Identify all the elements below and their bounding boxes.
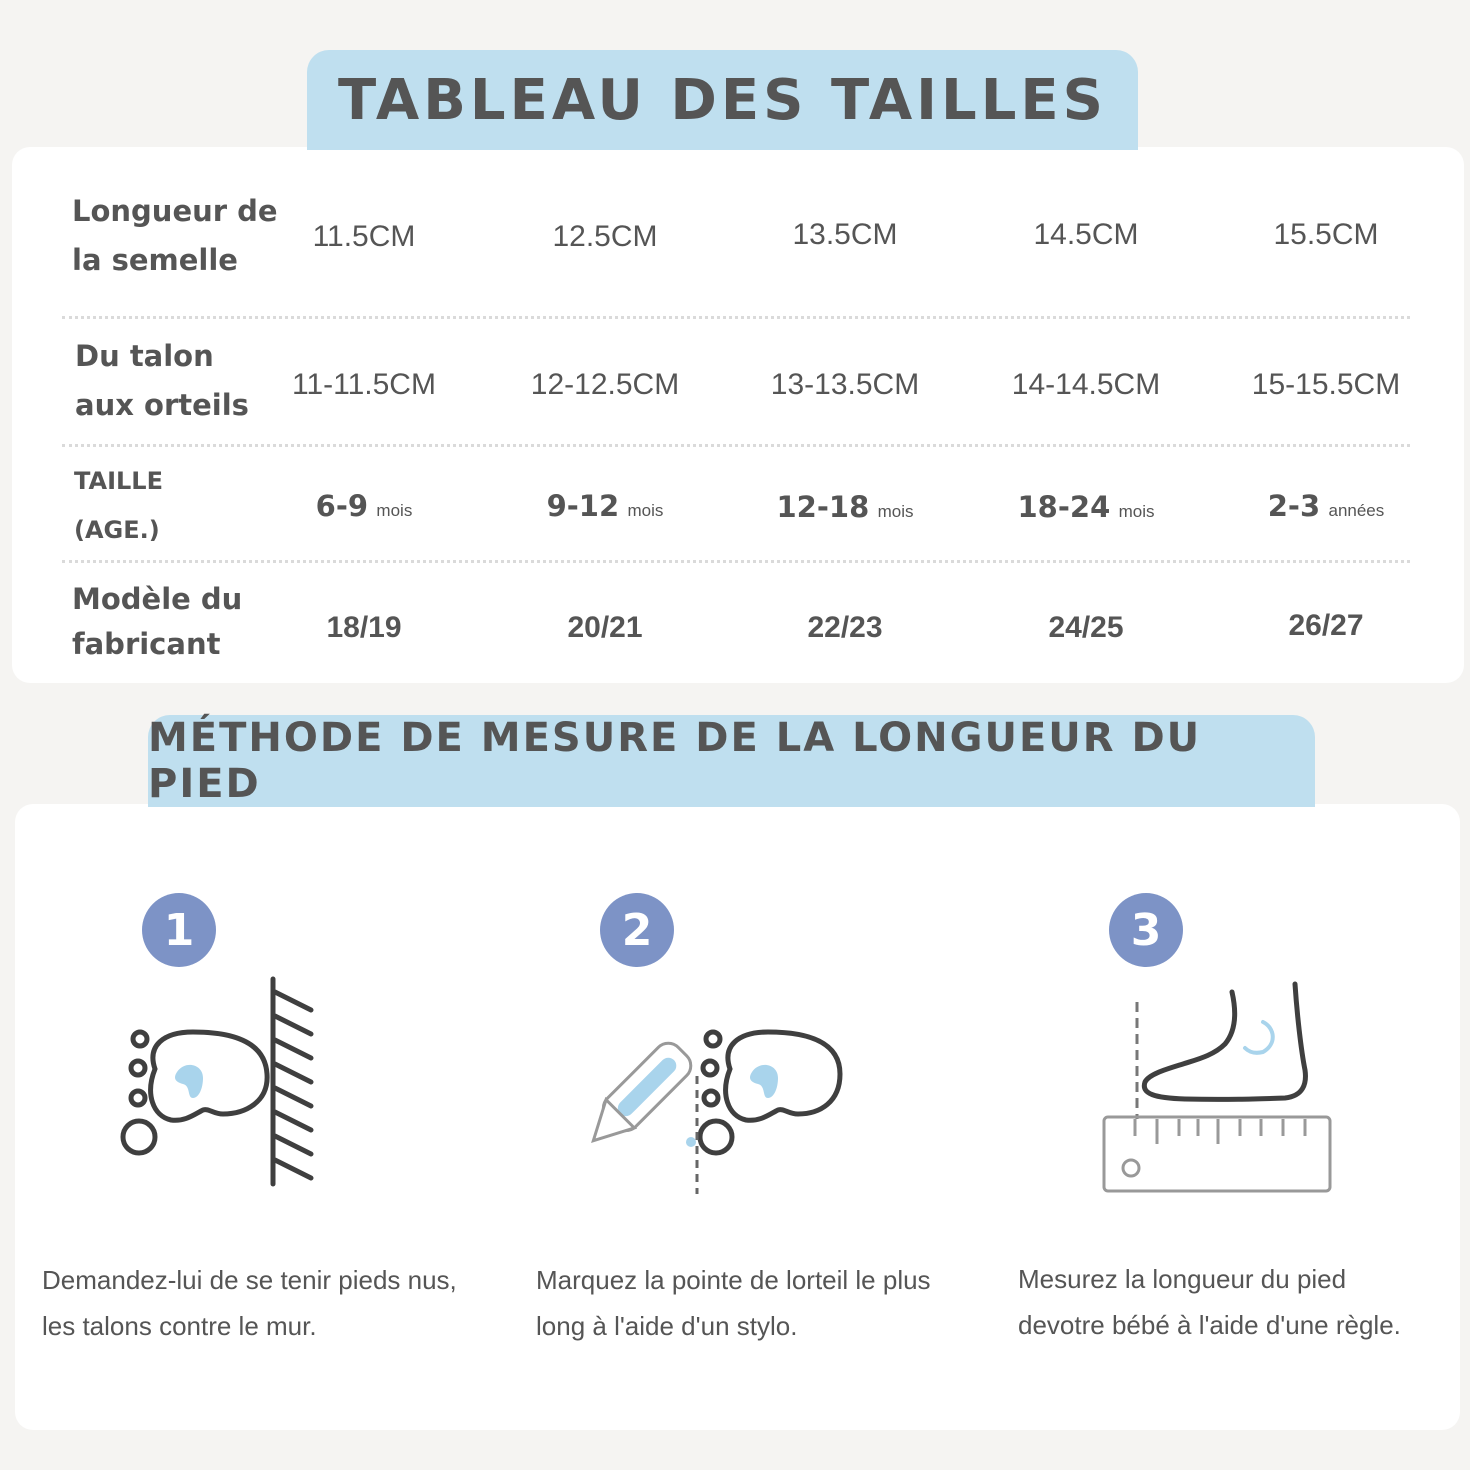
table-cell: 15-15.5CM [1251, 368, 1401, 401]
size-chart-card [12, 147, 1464, 683]
age-unit: mois [877, 502, 914, 521]
foot-on-ruler-icon [1095, 974, 1345, 1194]
step-description-line2: long à l'aide d'un stylo. [536, 1311, 798, 1341]
row-label-line1: TAILLE [74, 467, 163, 495]
step-description [536, 1257, 931, 1349]
row-label-line2: la semelle [72, 243, 238, 277]
size-chart-title: TABLEAU DES TAILLES [307, 50, 1138, 150]
table-cell: 11.5CM [312, 220, 416, 253]
step-description [1018, 1256, 1401, 1348]
age-value: 2-3 [1267, 489, 1321, 523]
table-cell [244, 489, 484, 524]
row-label-line2: aux orteils [75, 388, 249, 422]
table-cell: 22/23 [807, 611, 883, 644]
table-cell: 13-13.5CM [770, 368, 920, 401]
row-label-line2: fabricant [72, 627, 221, 661]
step-description-line1: Marquez la pointe de lorteil le plus [536, 1265, 931, 1295]
table-cell: 15.5CM [1273, 218, 1379, 251]
row-divider [62, 560, 1410, 563]
age-unit: années [1328, 501, 1385, 520]
table-cell: 11-11.5CM [292, 368, 436, 401]
age-value: 18-24 [1017, 490, 1111, 524]
row-label [75, 332, 249, 430]
table-cell: 12.5CM [552, 220, 658, 253]
table-cell: 26/27 [1288, 609, 1364, 642]
table-cell [1206, 489, 1446, 524]
row-label-line2: (AGE.) [74, 516, 160, 544]
table-cell: 18/19 [326, 611, 402, 644]
row-label [72, 577, 242, 667]
table-cell: 13.5CM [792, 218, 898, 251]
table-cell: 12-12.5CM [530, 368, 680, 401]
table-cell: 14.5CM [1033, 218, 1139, 251]
table-cell: 14-14.5CM [1011, 368, 1161, 401]
table-cell: 24/25 [1048, 611, 1124, 644]
row-label-line1: Du talon [75, 339, 214, 373]
step-description-line2: les talons contre le mur. [42, 1311, 317, 1341]
table-cell [485, 489, 725, 524]
step-number-badge: 2 [600, 893, 674, 967]
step-number-badge: 1 [142, 893, 216, 967]
age-unit: mois [1118, 502, 1155, 521]
age-value: 6-9 [315, 489, 369, 523]
age-unit: mois [627, 501, 664, 520]
table-cell [725, 490, 965, 525]
row-divider [62, 444, 1410, 447]
measurement-method-card [15, 804, 1460, 1430]
row-label-line1: Longueur de [72, 194, 278, 228]
age-value: 9-12 [546, 489, 620, 523]
step-description-line2: devotre bébé à l'aide d'une règle. [1018, 1310, 1401, 1340]
table-cell: 20/21 [567, 611, 643, 644]
age-unit: mois [376, 501, 413, 520]
measurement-method-title: MÉTHODE DE MESURE DE LA LONGUEUR DU PIED [148, 715, 1315, 807]
row-label [74, 457, 163, 555]
row-label-line1: Modèle du [72, 582, 243, 616]
step-description [42, 1257, 457, 1349]
table-cell [966, 490, 1206, 525]
age-value: 12-18 [776, 490, 870, 524]
step-description-line1: Mesurez la longueur du pied [1018, 1264, 1347, 1294]
step-description-line1: Demandez-lui de se tenir pieds nus, [42, 1265, 457, 1295]
foot-against-wall-icon [105, 974, 335, 1194]
step-number-badge: 3 [1109, 893, 1183, 967]
row-divider [62, 316, 1410, 319]
pen-marking-toe-icon [580, 974, 860, 1194]
